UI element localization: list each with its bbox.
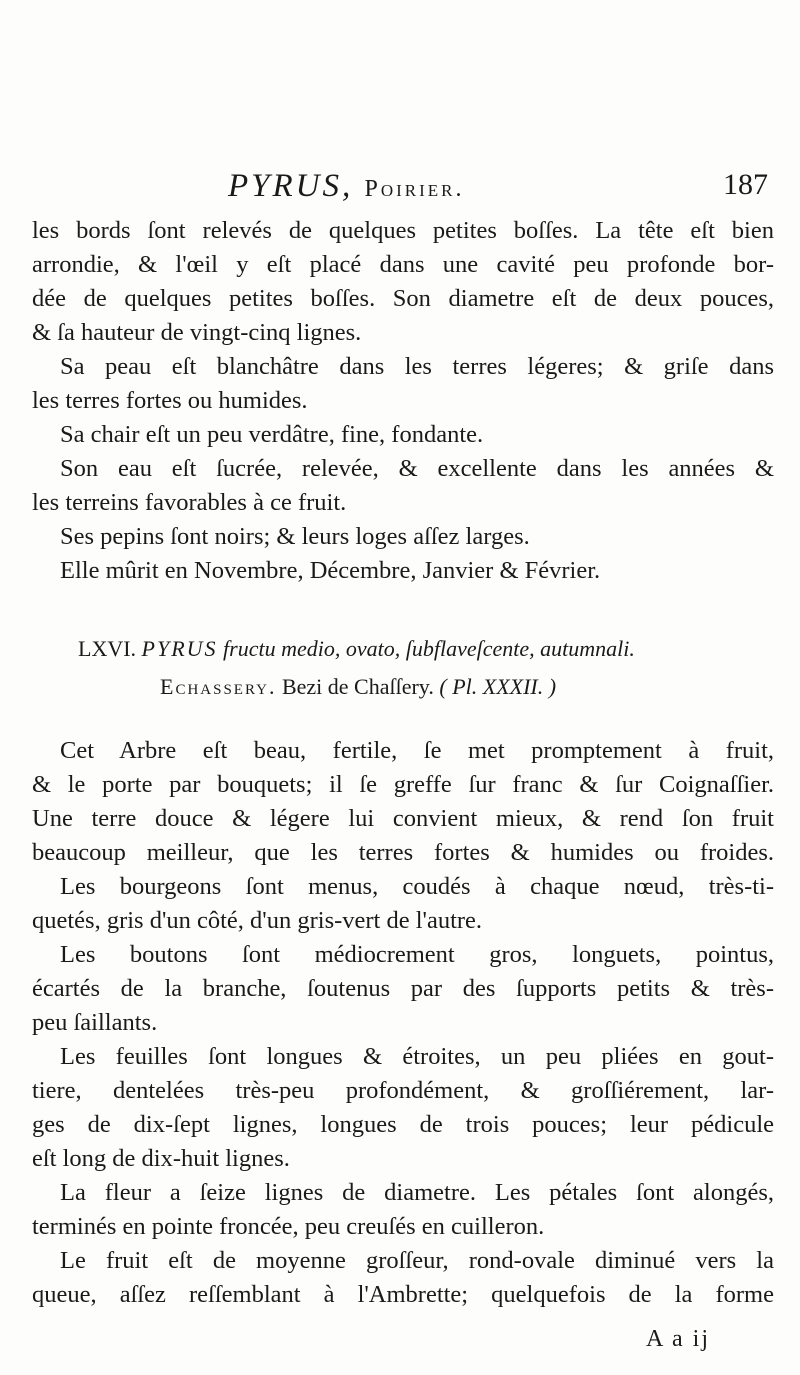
text-line: les terreins favorables à ce fruit. <box>32 489 347 516</box>
text-line: Le fruit eſt de moyenne groſſeur, rond-ovale diminué vers la <box>60 1247 774 1274</box>
text-block-2 <box>32 734 774 1312</box>
text-line: les bords ſont relevés de quelques petites boſſes. La tête eſt bien <box>32 217 774 244</box>
entry-description: fructu medio, ovato, ſubflaveſcente, autumnali. <box>223 636 635 661</box>
text-line: Les bourgeons ſont menus, coudés à chaque nœud, très-ti- <box>60 873 774 900</box>
running-head <box>0 168 800 212</box>
text-line: Les boutons ſont médiocrement gros, longuets, pointus, <box>60 941 774 968</box>
text-line: quetés, gris d'un côté, d'un gris-vert de l'autre. <box>32 907 483 934</box>
text-line: tiere, dentelées très-peu profondément, & groſſiérement, lar- <box>32 1077 774 1104</box>
entry-plate-reference: ( Pl. XXXII. ) <box>439 674 557 699</box>
text-line: les terres fortes ou humides. <box>32 387 308 414</box>
text-line: Elle mûrit en Novembre, Décembre, Janvier & Février. <box>60 557 601 584</box>
text-line: peu ſaillants. <box>32 1009 158 1036</box>
text-line: La fleur a ſeize lignes de diametre. Les pétales ſont alongés, <box>60 1179 774 1206</box>
entry-name-small-caps: Echassery. <box>160 674 277 699</box>
text-line: Son eau eſt ſucrée, relevée, & excellente dans les années & <box>60 455 774 482</box>
text-line: Sa peau eſt blanchâtre dans les terres légeres; & griſe dans <box>60 353 774 380</box>
text-block-1 <box>32 214 774 588</box>
text-line: dée de quelques petites boſſes. Son diametre eſt de deux pouces, <box>32 285 774 312</box>
text-line: Ses pepins ſont noirs; & leurs loges aſſez larges. <box>60 523 530 550</box>
entry-name-rest: Bezi de Chaſſery. <box>281 674 434 699</box>
running-head-common-name: Poirier. <box>364 176 465 202</box>
entry-heading <box>32 632 800 666</box>
text-line: écartés de la branche, ſoutenus par des ſupports petits & très- <box>32 975 774 1002</box>
signature-mark: A a ij <box>646 1326 710 1352</box>
text-line: ges de dix-ſept lignes, longues de trois pouces; leur pédicule <box>32 1111 774 1138</box>
text-line: & ſa hauteur de vingt-cinq lignes. <box>32 319 362 346</box>
text-line: arrondie, & l'œil y eſt placé dans une cavité peu profonde bor- <box>32 251 774 278</box>
page-number: 187 <box>723 168 768 201</box>
text-line: & le porte par bouquets; il ſe greffe ſur franc & ſur Coignaſſier. <box>32 771 774 798</box>
text-line: Les feuilles ſont longues & étroites, un peu pliées en gout- <box>60 1043 774 1070</box>
text-line: Cet Arbre eſt beau, fertile, ſe met promptement à fruit, <box>60 737 774 764</box>
text-line: terminés en pointe froncée, peu creuſés en cuilleron. <box>32 1213 545 1240</box>
entry-names <box>32 670 800 704</box>
text-line: eſt long de dix-huit lignes. <box>32 1145 290 1172</box>
text-line: queue, aſſez reſſemblant à l'Ambrette; quelquefois de la forme <box>32 1281 774 1308</box>
running-head-title <box>228 168 465 205</box>
entry-numeral: LXVI. <box>78 636 137 661</box>
text-line: Une terre douce & légere lui convient mieux, & rend ſon fruit <box>32 805 774 832</box>
entry-genus: PYRUS <box>141 636 218 661</box>
running-head-genus: PYRUS, <box>228 168 354 204</box>
text-line: Sa chair eſt un peu verdâtre, fine, fondante. <box>60 421 484 448</box>
text-line: beaucoup meilleur, que les terres fortes & humides ou froides. <box>32 839 774 866</box>
